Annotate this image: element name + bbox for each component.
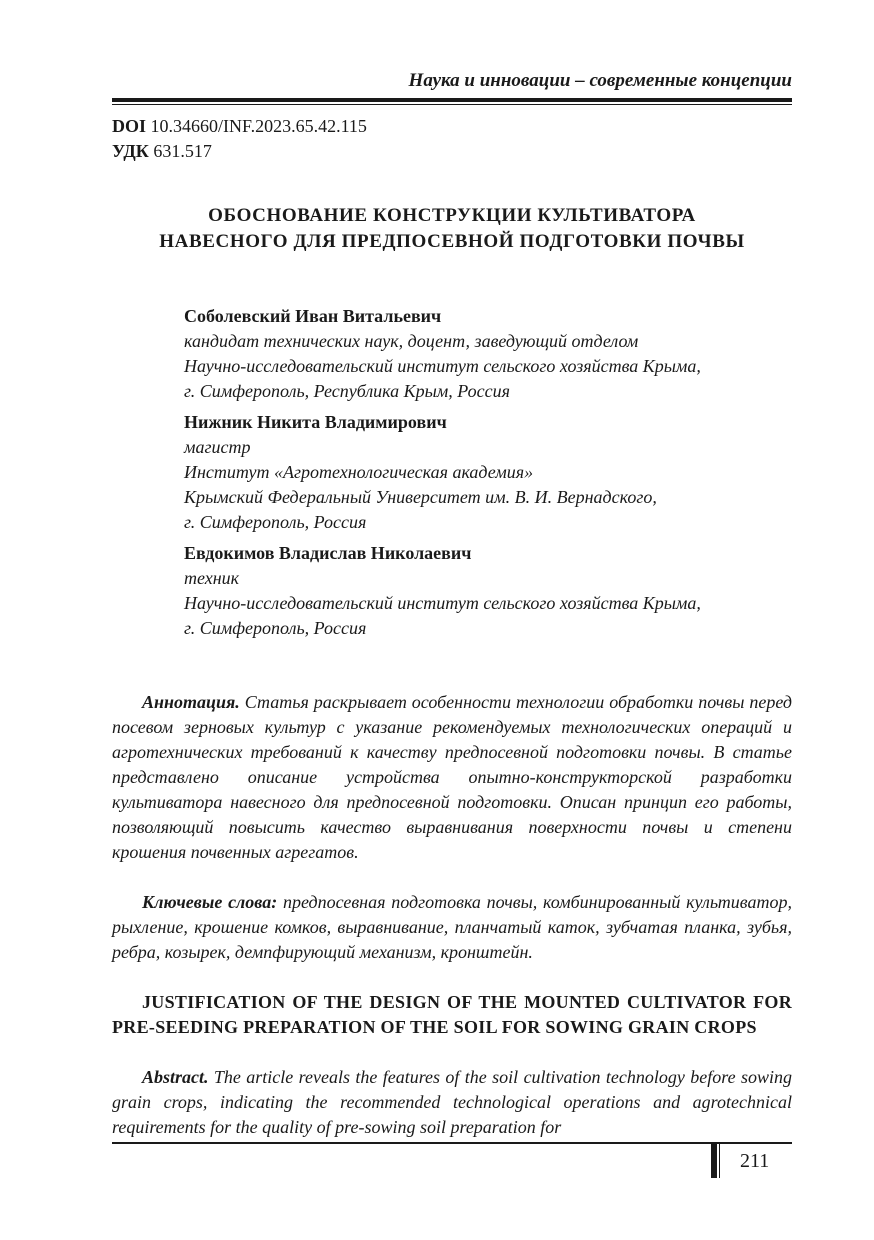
author-affiliation-line: г. Симферополь, Россия — [184, 618, 367, 638]
abstract-en-text: The article reveals the features of the soil cultivation technology before sowing grain crops, indicating the recommended technological operations and agrotechnical requirements for the quality of pre-sowing soil preparation for — [112, 1067, 792, 1137]
abstract-en — [112, 1065, 792, 1140]
author-1 — [184, 304, 701, 404]
abstract-ru — [112, 690, 792, 865]
page-number-bar-thin — [719, 1142, 720, 1178]
article-title — [112, 203, 792, 255]
identifiers — [112, 114, 367, 164]
article-title-line1: ОБОСНОВАНИЕ КОНСТРУКЦИИ КУЛЬТИВАТОРА — [208, 205, 696, 226]
udk-value: 631.517 — [153, 141, 212, 161]
header-rule-thin — [112, 104, 792, 105]
article-title-line2: НАВЕСНОГО ДЛЯ ПРЕДПОСЕВНОЙ ПОДГОТОВКИ ПОЧВЫ — [159, 231, 745, 252]
author-affiliation-line: Крымский Федеральный Университет им. В. И. Вернадского, — [184, 487, 657, 507]
author-affiliation-line: Научно-исследовательский институт сельского хозяйства Крыма, — [184, 356, 701, 376]
page-number-bar — [711, 1142, 717, 1178]
doi-line — [112, 114, 367, 139]
author-affiliation-line: Научно-исследовательский институт сельского хозяйства Крыма, — [184, 593, 701, 613]
doi-label: DOI — [112, 116, 147, 136]
article-title-en — [112, 990, 792, 1040]
running-title: Наука и инновации – современные концепции — [408, 70, 792, 91]
author-affiliation-line: техник — [184, 568, 240, 588]
author-name: Евдокимов Владислав Николаевич — [184, 543, 472, 563]
abstract-ru-label: Аннотация. — [142, 692, 240, 712]
article-title-en-text: JUSTIFICATION OF THE DESIGN OF THE MOUNTED CULTIVATOR FOR PRE-SEEDING PREPARATION OF THE SOIL FOR SOWING GRAIN CROPS — [112, 992, 792, 1037]
author-2 — [184, 410, 701, 535]
author-affiliation-line: Институт «Агротехнологическая академия» — [184, 462, 534, 482]
keywords-ru-label: Ключевые слова: — [142, 892, 278, 912]
footer-rule — [112, 1142, 792, 1144]
author-name: Нижник Никита Владимирович — [184, 412, 447, 432]
author-affiliation-line: г. Симферополь, Республика Крым, Россия — [184, 381, 510, 401]
abstract-en-label: Abstract. — [142, 1067, 209, 1087]
author-affiliation-line: г. Симферополь, Россия — [184, 512, 367, 532]
header-rule-thick — [112, 98, 792, 102]
page-number: 211 — [740, 1150, 770, 1172]
doi-value: 10.34660/INF.2023.65.42.115 — [150, 116, 367, 136]
author-name: Соболевский Иван Витальевич — [184, 306, 442, 326]
udk-label: УДК — [112, 141, 149, 161]
authors-block — [184, 304, 701, 647]
author-3 — [184, 541, 701, 641]
author-affiliation-line: кандидат технических наук, доцент, заведующий отделом — [184, 331, 639, 351]
keywords-ru-text: предпосевная подготовка почвы, комбинированный культиватор, рыхление, крошение комков, выравнивание, планчатый каток, зубчатая планка, зубья, ребра, козырек, демпфирующий механизм, кронштейн. — [112, 892, 792, 962]
keywords-ru — [112, 890, 792, 965]
udk-line — [112, 139, 367, 164]
author-affiliation-line: магистр — [184, 437, 251, 457]
abstract-ru-text: Статья раскрывает особенности технологии обработки почвы перед посевом зерновых культур с указание рекомендуемых технологических операций и агротехнических требований к качеству предпосевной подготовки почвы. В статье представлено описание устройства опытно-конструкторской разработки культиватора навесного для предпосевной подготовки. Описан принцип его работы, позволяющий повысить качество выравнивания поверхности почвы и степени крошения почвенных агрегатов. — [112, 692, 792, 862]
